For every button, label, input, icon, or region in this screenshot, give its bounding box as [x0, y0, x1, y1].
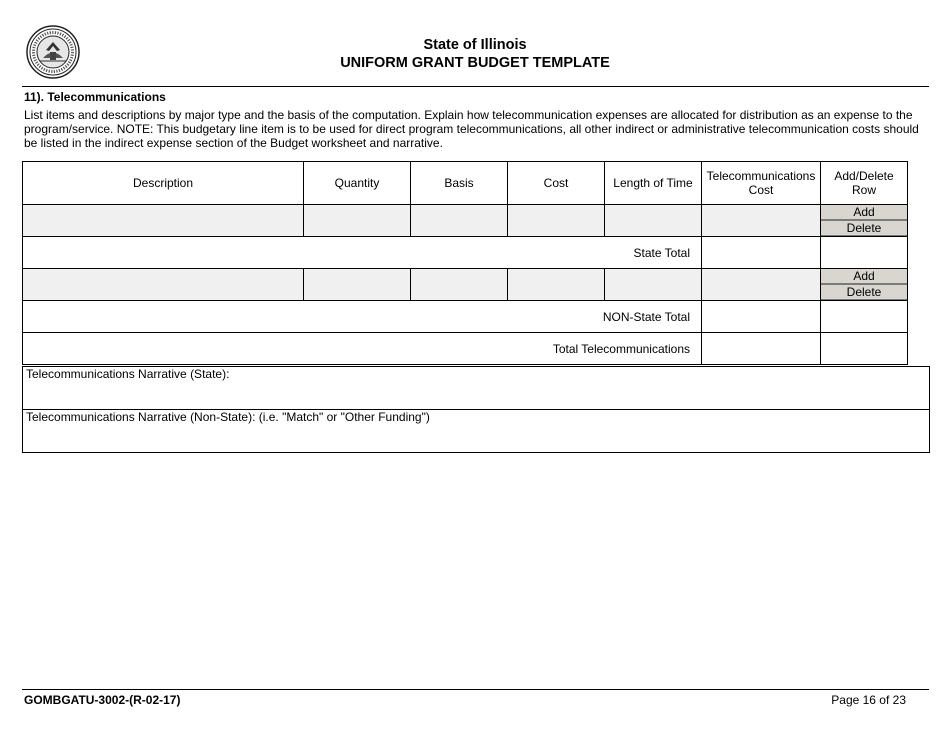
nonstate-narrative-label: Telecommunications Narrative (Non-State): (i.e. "Match" or "Other Funding")	[26, 410, 430, 424]
column-header-basis: Basis	[411, 162, 508, 205]
nonstate-total-label: NON-State Total	[23, 301, 702, 333]
nonstate-quantity-field[interactable]	[304, 269, 411, 301]
state-length-of-time-field[interactable]	[605, 205, 702, 237]
nonstate-total-spacer	[821, 301, 908, 333]
nonstate-row-actions	[821, 269, 908, 301]
nonstate-description-field[interactable]	[23, 269, 304, 301]
column-header-add-delete	[821, 162, 908, 205]
column-header-cost: Cost	[508, 162, 605, 205]
nonstate-total-row	[23, 301, 908, 333]
state-cost-field[interactable]	[508, 205, 605, 237]
state-total-spacer	[821, 237, 908, 269]
state-quantity-field[interactable]	[304, 205, 411, 237]
instructions-line: be listed in the indirect expense section of the Budget worksheet and narrative.	[24, 136, 443, 150]
column-header-length-of-time: Length of Time	[605, 162, 702, 205]
nonstate-entry-row	[23, 269, 908, 301]
page-number: Page 16 of 23	[831, 693, 906, 707]
grand-total-spacer	[821, 333, 908, 365]
document-title	[0, 36, 950, 72]
state-add-row-button[interactable]: Add	[821, 205, 907, 220]
header-divider	[22, 86, 929, 87]
footer-divider	[22, 689, 929, 690]
state-total-row	[23, 237, 908, 269]
table-header-row	[23, 162, 908, 205]
nonstate-cost-field[interactable]	[508, 269, 605, 301]
telecom-budget-table	[22, 161, 908, 365]
title-line-2: UNIFORM GRANT BUDGET TEMPLATE	[340, 55, 610, 71]
state-narrative-label: Telecommunications Narrative (State):	[26, 367, 230, 381]
nonstate-narrative-field[interactable]	[22, 409, 930, 453]
form-id: GOMBGATU-3002-(R-02-17)	[24, 693, 181, 707]
nonstate-length-of-time-field[interactable]	[605, 269, 702, 301]
state-row-actions	[821, 205, 908, 237]
nonstate-basis-field[interactable]	[411, 269, 508, 301]
section-instructions	[24, 108, 929, 150]
grand-total-label: Total Telecommunications	[23, 333, 702, 365]
state-delete-row-button[interactable]: Delete	[821, 220, 907, 236]
state-total-value	[702, 237, 821, 269]
nonstate-telecom-cost-field[interactable]	[702, 269, 821, 301]
column-header-quantity: Quantity	[304, 162, 411, 205]
instructions-line: List items and descriptions by major type and the basis of the computation. Explain how telecommunication expenses are allocated for distribution as an expense to the	[24, 108, 913, 122]
nonstate-add-row-button[interactable]: Add	[821, 269, 907, 284]
title-line-1: State of Illinois	[423, 37, 527, 53]
column-header-add-delete-label: Add/Delete Row	[834, 169, 894, 197]
nonstate-total-value	[702, 301, 821, 333]
nonstate-delete-row-button[interactable]: Delete	[821, 284, 907, 300]
instructions-line: program/service. NOTE: This budgetary line item is to be used for direct program telecommunications, all other indirect or administrative telecommunication costs should	[24, 122, 919, 136]
state-total-label: State Total	[23, 237, 702, 269]
grand-total-row	[23, 333, 908, 365]
state-telecom-cost-field[interactable]	[702, 205, 821, 237]
state-entry-row	[23, 205, 908, 237]
column-header-description: Description	[23, 162, 304, 205]
state-narrative-field[interactable]	[22, 366, 930, 410]
state-basis-field[interactable]	[411, 205, 508, 237]
state-description-field[interactable]	[23, 205, 304, 237]
column-header-telecom-cost-label: Telecommunications Cost	[706, 169, 816, 197]
section-heading: 11). Telecommunications	[24, 90, 166, 104]
grand-total-value	[702, 333, 821, 365]
column-header-telecom-cost	[702, 162, 821, 205]
